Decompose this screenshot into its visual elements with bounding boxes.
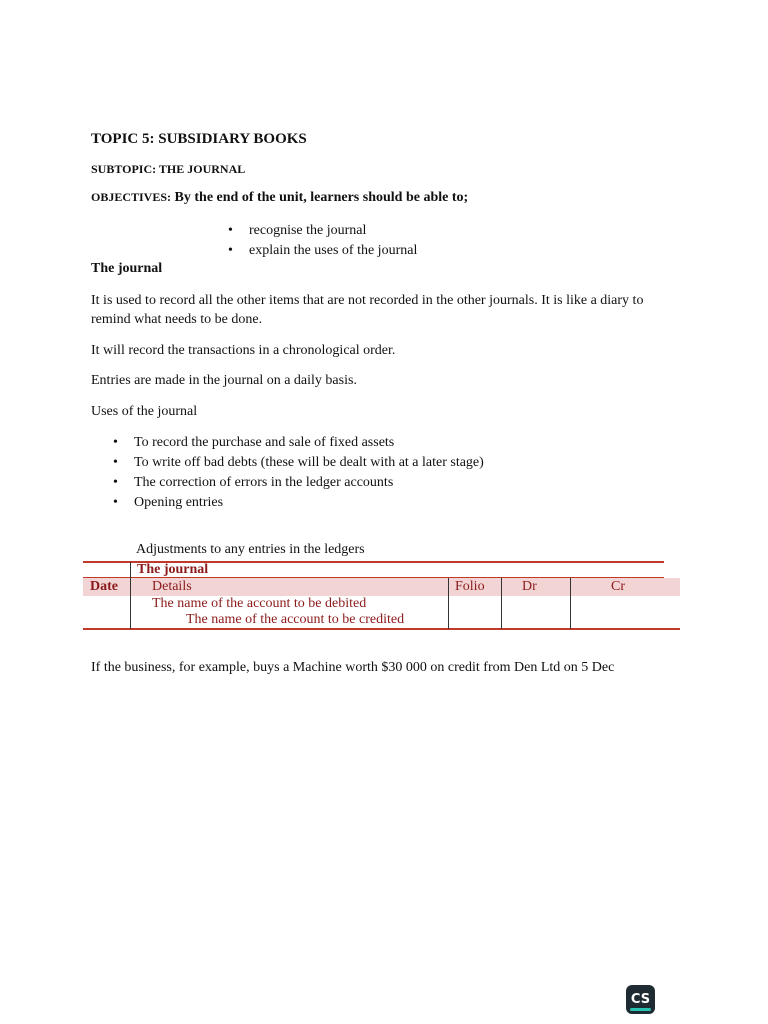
column-divider xyxy=(570,578,571,629)
list-item: • The correction of errors in the ledger accounts xyxy=(113,473,484,493)
list-item: • explain the uses of the journal xyxy=(228,241,417,261)
column-header-dr: Dr xyxy=(522,579,537,594)
uses-list xyxy=(113,433,484,513)
paragraph: It is used to record all the other items that are not recorded in the other journals. It is like a diary to remind what needs to be done. xyxy=(91,293,644,327)
debit-line: The name of the account to be debited xyxy=(152,596,367,611)
column-divider xyxy=(501,578,502,629)
table-title: The journal xyxy=(137,562,209,577)
objectives-line xyxy=(91,190,468,206)
subtopic-title: SUBTOPIC: THE JOURNAL xyxy=(91,162,246,176)
camscanner-logo: CS xyxy=(626,985,655,1014)
column-header-cr: Cr xyxy=(611,579,625,594)
list-item: • recognise the journal xyxy=(228,221,417,241)
credit-line: The name of the account to be credited xyxy=(186,612,405,627)
example-text: If the business, for example, buys a Machine worth $30 000 on credit from Den Ltd on 5 Dec xyxy=(91,660,615,675)
objectives-text: By the end of the unit, learners should be able to; xyxy=(174,190,469,205)
column-header-folio: Folio xyxy=(455,579,485,594)
table-rule xyxy=(83,628,680,630)
paragraph: Entries are made in the journal on a daily basis. xyxy=(91,373,357,388)
column-header-details: Details xyxy=(152,579,192,594)
paragraph: It will record the transactions in a chronological order. xyxy=(91,343,396,358)
list-item: • To write off bad debts (these will be dealt with at a later stage) xyxy=(113,453,484,473)
list-item: • To record the purchase and sale of fixed assets xyxy=(113,433,484,453)
list-item: • Opening entries xyxy=(113,493,484,513)
paragraph: Uses of the journal xyxy=(91,404,198,419)
objectives-label: OBJECTIVES: xyxy=(91,190,172,204)
column-divider xyxy=(130,562,131,629)
column-header-date: Date xyxy=(90,579,118,594)
column-divider xyxy=(448,578,449,629)
topic-title: TOPIC 5: SUBSIDIARY BOOKS xyxy=(91,131,307,147)
adjustments-text: Adjustments to any entries in the ledgers xyxy=(136,542,365,557)
section-heading: The journal xyxy=(91,261,163,276)
objectives-list xyxy=(228,221,417,261)
